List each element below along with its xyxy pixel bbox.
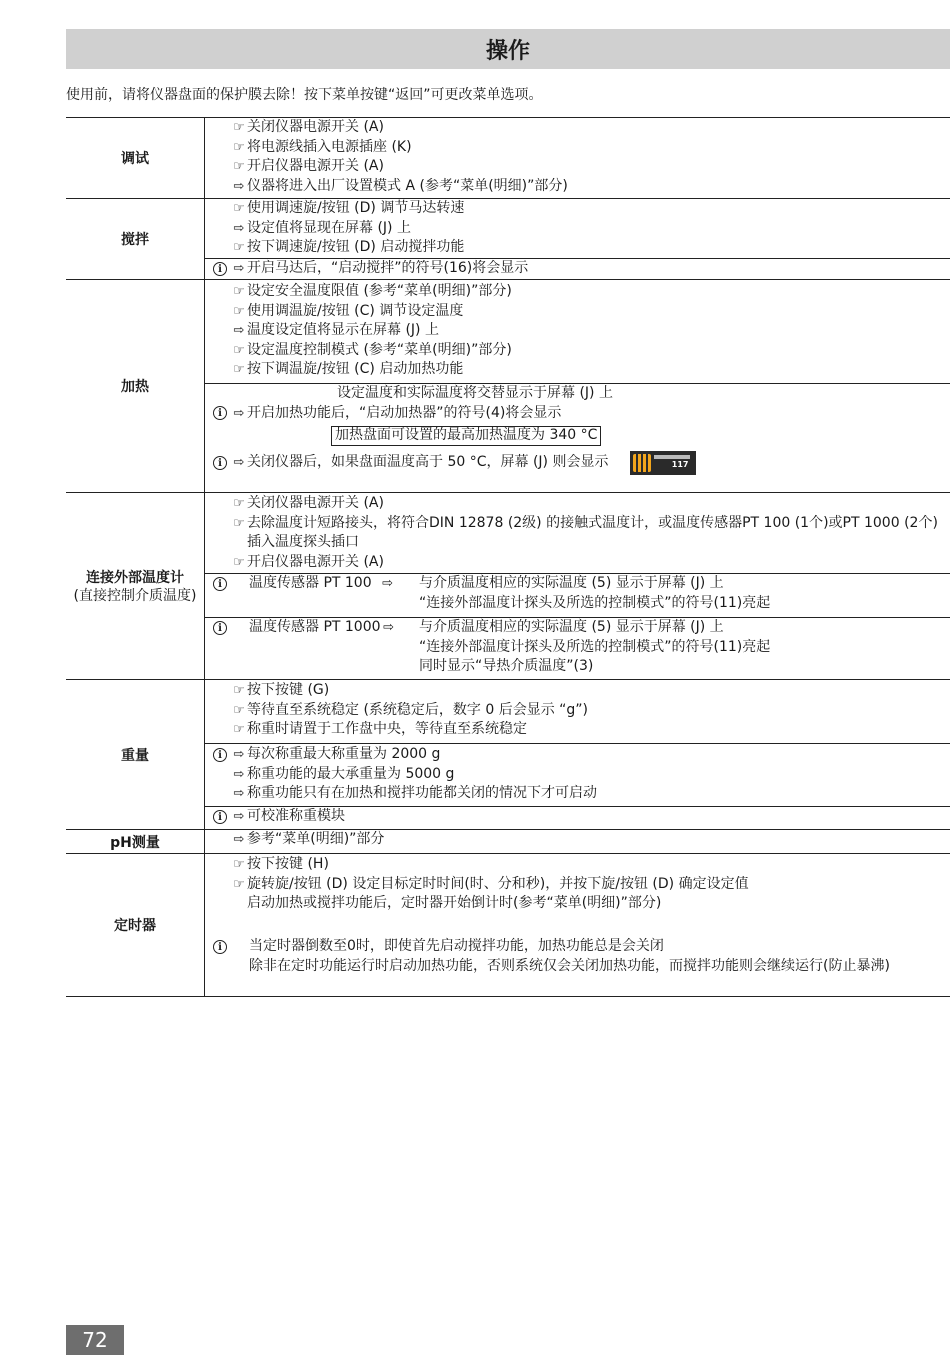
section-label: 加热 [66,280,205,492]
section-weight [66,679,950,829]
arrow-right-icon: ⇨ [382,576,394,591]
page-number: 72 [66,1325,124,1355]
pointing-hand-icon: ☞ [233,303,245,319]
operation-table [66,117,950,997]
arrow-right-icon: ⇨ [233,766,245,782]
alt-display-line: 设定温度和实际温度将交替显示于屏幕 (J) 上 [337,385,613,401]
note-line: i 当定时器倒数至0时，即使首先启动搅拌功能，加热功能总是会关闭 [213,937,950,957]
arrow-right-icon: ⇨ [233,220,245,236]
section-label: 搅拌 [66,199,205,279]
note-line: ⇨ 称重功能只有在加热和搅拌功能都关闭的情况下才可启动 [213,784,950,804]
step-line: ⇨ 参考“菜单(明细)”部分 [213,830,950,850]
pt1000-result-line: 与介质温度相应的实际温度 (5) 显示于屏幕 (J) 上 [419,619,724,635]
pt1000-label: i 温度传感器 PT 1000 ⇨ [213,618,419,638]
section-label: 连接外部温度计 (直接控制介质温度) [66,493,205,679]
pointing-hand-icon: ☞ [233,159,245,174]
pt1000-result-line: “连接外部温度计探头及所选的控制模式”的符号(11)亮起 [419,638,771,655]
max-temp-line [213,423,950,449]
pointing-hand-icon: ☞ [233,722,245,737]
step-line: ☞ 等待直至系统稳定 (系统稳定后，数字 0 后会显示 “g”) [213,701,950,721]
arrow-right-icon: ⇨ [233,747,245,762]
pointing-hand-icon: ☞ [233,496,245,511]
pointing-hand-icon: ☞ [233,201,245,216]
arrow-right-icon: ⇨ [233,809,245,824]
arrow-right-icon: ⇨ [233,323,245,338]
step-line: 启动加热或搅拌功能后，定时器开始倒计时(参考“菜单(明细)”部分) [247,895,662,911]
pointing-hand-icon: ☞ [233,857,245,872]
arrow-right-icon: ⇨ [233,261,245,276]
section-external-thermometer [66,492,950,679]
arrow-right-icon: ⇨ [233,178,245,194]
arrow-right-icon: ⇨ [233,455,245,471]
pointing-hand-icon: ☞ [233,876,245,892]
info-icon: i [213,940,227,954]
page-title: 操作 [66,29,950,69]
pointing-hand-icon: ☞ [233,120,245,135]
step-line: ⇨ 温度设定值将显示在屏幕 (J) 上 [213,321,950,341]
pointing-hand-icon: ☞ [233,554,245,570]
pt100-result-line: 与介质温度相应的实际温度 (5) 显示于屏幕 (J) 上 [419,575,724,591]
step-line: 插入温度探头插口 [247,534,359,550]
hot-plate-icon [633,454,651,472]
step-line: ☞ 开启仪器电源开关 (A) [213,157,950,177]
pointing-hand-icon: ☞ [233,683,245,698]
note-line: ⇨ 称重功能的最大承重量为 5000 g [213,765,950,785]
note-line: 除非在定时功能运行时启动加热功能，否则系统仅会关闭加热功能，而搅拌功能则会继续运行(防止暴沸) [249,957,890,974]
step-line: ☞ 按下按键 (G) [213,681,950,701]
section-label: 定时器 [66,854,205,996]
info-icon: i [213,748,227,762]
arrow-right-icon: ⇨ [233,832,245,847]
pointing-hand-icon: ☞ [233,240,245,255]
info-icon: i [213,621,227,635]
arrow-right-icon: ⇨ [233,786,245,801]
step-line: ☞ 按下调速旋/按钮 (D) 启动搅拌功能 [213,238,950,258]
step-line: ☞ 使用调速旋/按钮 (D) 调节马达转速 [213,199,950,219]
info-icon: i [213,262,227,276]
step-line: ☞ 将电源线插入电源插座 (K) [213,138,950,158]
info-icon: i [213,577,227,591]
arrow-right-icon: ⇨ [383,620,394,635]
arrow-right-icon: ⇨ [233,405,245,421]
pointing-hand-icon: ☞ [233,284,245,299]
max-temp-box: 加热盘面可设置的最高加热温度为 340 °C [331,426,601,446]
section-heat [66,279,950,492]
pointing-hand-icon: ☞ [233,702,245,718]
step-line: ⇨ 仪器将进入出厂设置模式 A (参考“菜单(明细)”部分) [213,177,950,197]
step-line: ☞ 称重时请置于工作盘中央，等待直至系统稳定 [213,720,950,740]
info-icon: i [213,406,227,420]
section-label: 调试 [66,118,205,198]
pointing-hand-icon: ☞ [233,342,245,358]
step-line: ☞ 使用调温旋/按钮 (C) 调节设定温度 [213,302,950,322]
section-label: 重量 [66,680,205,829]
step-line: ☞ 开启仪器电源开关 (A) [213,553,950,573]
note-line: i ⇨ 开启加热功能后，“启动加热器”的符号(4)将会显示 [213,404,950,424]
info-icon: i [213,810,227,824]
pointing-hand-icon: ☞ [233,515,245,531]
pt100-label: i 温度传感器 PT 100 ⇨ [213,574,419,594]
step-line: ☞ 设定安全温度限值 (参考“菜单(明细)”部分) [213,282,950,302]
hot-surface-display-image: 117 [630,451,696,475]
step-line: ☞ 关闭仪器电源开关 (A) [213,118,950,138]
pointing-hand-icon: ☞ [233,139,245,155]
pointing-hand-icon: ☞ [233,362,245,377]
step-line: ⇨ 设定值将显现在屏幕 (J) 上 [213,219,950,239]
section-label: pH测量 [66,830,205,853]
section-debug [66,117,950,198]
step-line: ☞ 旋转旋/按钮 (D) 设定目标定时时间(时、分和秒)，并按下旋/按钮 (D) 确定设定值 [213,875,950,895]
section-timer [66,853,950,997]
intro-text: 使用前，请将仪器盘面的保护膜去除！按下菜单按键“返回”可更改菜单选项。 [66,87,543,103]
step-line: ☞ 关闭仪器电源开关 (A) [213,494,950,514]
step-line: ☞ 按下调温旋/按钮 (C) 启动加热功能 [213,360,950,380]
note-line: i ⇨ 关闭仪器后，如果盘面温度高于 50 °C，屏幕 (J) 则会显示 117 [213,449,950,477]
section-ph [66,829,950,853]
step-line: ☞ 去除温度计短路接头，将符合DIN 12878 (2级) 的接触式温度计，或温度传感器PT 100 (1个)或PT 1000 (2个) [213,514,950,534]
note-line: i ⇨ 开启马达后，“启动搅拌”的符号(16)将会显示 [213,259,950,279]
pt100-result-line: “连接外部温度计探头及所选的控制模式”的符号(11)亮起 [419,594,771,611]
step-line: ☞ 设定温度控制模式 (参考“菜单(明细)”部分) [213,341,950,361]
step-line: ☞ 按下按键 (H) [213,855,950,875]
pt1000-result-line: 同时显示“导热介质温度”(3) [419,658,594,674]
section-sublabel: (直接控制介质温度) [73,587,197,604]
note-line: i ⇨ 每次称重最大称重量为 2000 g [213,745,950,765]
note-line: i ⇨ 可校准称重模块 [213,807,950,827]
section-stir [66,198,950,279]
info-icon: i [213,456,227,470]
